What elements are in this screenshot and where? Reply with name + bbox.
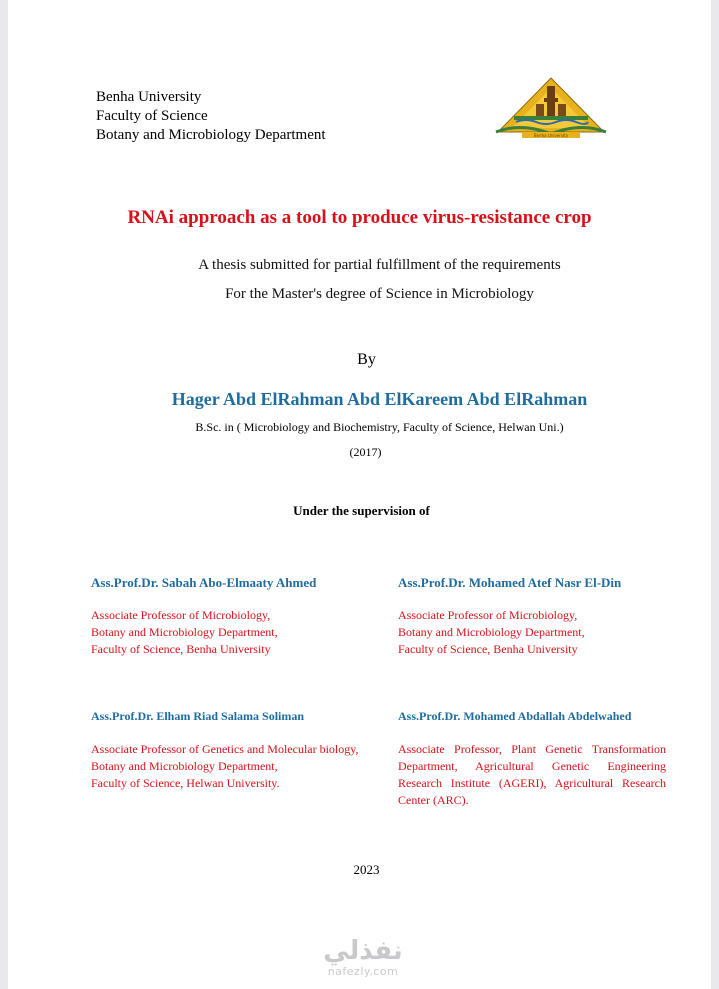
institution-block — [96, 88, 326, 145]
degree-year: (2017) — [349, 445, 382, 459]
author-degree: B.Sc. in ( Microbiology and Biochemistry, Faculty of Science, Helwan Uni.) — [195, 420, 564, 434]
affiliation-line: Faculty of Science, Benha University — [398, 642, 578, 656]
thesis-subtitle-line1: A thesis submitted for partial fulfillment of the requirements — [198, 257, 561, 273]
watermark-url: nafezly.com — [327, 965, 399, 978]
supervisor-name: Ass.Prof.Dr. Sabah Abo-Elmaaty Ahmed — [91, 575, 317, 590]
affiliation-line: Botany and Microbiology Department, — [398, 625, 585, 639]
affiliation-line: Botany and Microbiology Department, — [91, 625, 278, 639]
author-name: Hager Abd ElRahman Abd ElKareem Abd ElRahman — [171, 389, 588, 409]
affiliation-line: Faculty of Science, Helwan University. — [91, 776, 280, 790]
supervisor-name: Ass.Prof.Dr. Mohamed Atef Nasr El-Din — [398, 575, 622, 590]
supervisor-card — [91, 709, 359, 792]
supervisor-affiliation — [91, 607, 316, 658]
affiliation-line: Associate Professor of Genetics and Molecular biology, — [91, 742, 359, 756]
submission-year: 2023 — [353, 862, 380, 877]
supervisor-card — [91, 575, 316, 658]
benha-university-logo — [492, 76, 610, 140]
supervisor-card — [398, 709, 666, 809]
supervisor-affiliation — [398, 607, 621, 658]
thesis-title-page — [8, 0, 711, 989]
supervisor-affiliation — [398, 741, 666, 809]
affiliation-line: Associate Professor of Microbiology, — [398, 608, 578, 622]
thesis-title: RNAi approach as a tool to produce virus-resistance crop — [127, 207, 592, 228]
watermark — [308, 936, 418, 986]
by-label: By — [357, 351, 376, 368]
thesis-subtitle-line2: For the Master's degree of Science in Microbiology — [225, 286, 534, 302]
university-name: Benha University — [96, 89, 202, 105]
supervisor-affiliation — [91, 741, 359, 792]
watermark-arabic: نفذلي — [323, 936, 403, 966]
faculty-name: Faculty of Science — [96, 108, 208, 124]
supervisor-name: Ass.Prof.Dr. Mohamed Abdallah Abdelwahed — [398, 709, 632, 723]
affiliation-line: Associate Professor of Microbiology, — [91, 608, 271, 622]
affiliation-paragraph: Associate Professor, Plant Genetic Transformation Department, Agricultural Genetic Engineering Research Institute (AGERI), Agricultural Research Center (ARC). — [398, 742, 666, 807]
logo-text: Benha University — [533, 133, 569, 138]
affiliation-line: Faculty of Science, Benha University — [91, 642, 271, 656]
department-name: Botany and Microbiology Department — [96, 127, 326, 143]
affiliation-line: Botany and Microbiology Department, — [91, 759, 278, 773]
supervisor-card — [398, 575, 621, 658]
supervision-heading: Under the supervision of — [293, 503, 430, 518]
supervisor-name: Ass.Prof.Dr. Elham Riad Salama Soliman — [91, 709, 305, 723]
